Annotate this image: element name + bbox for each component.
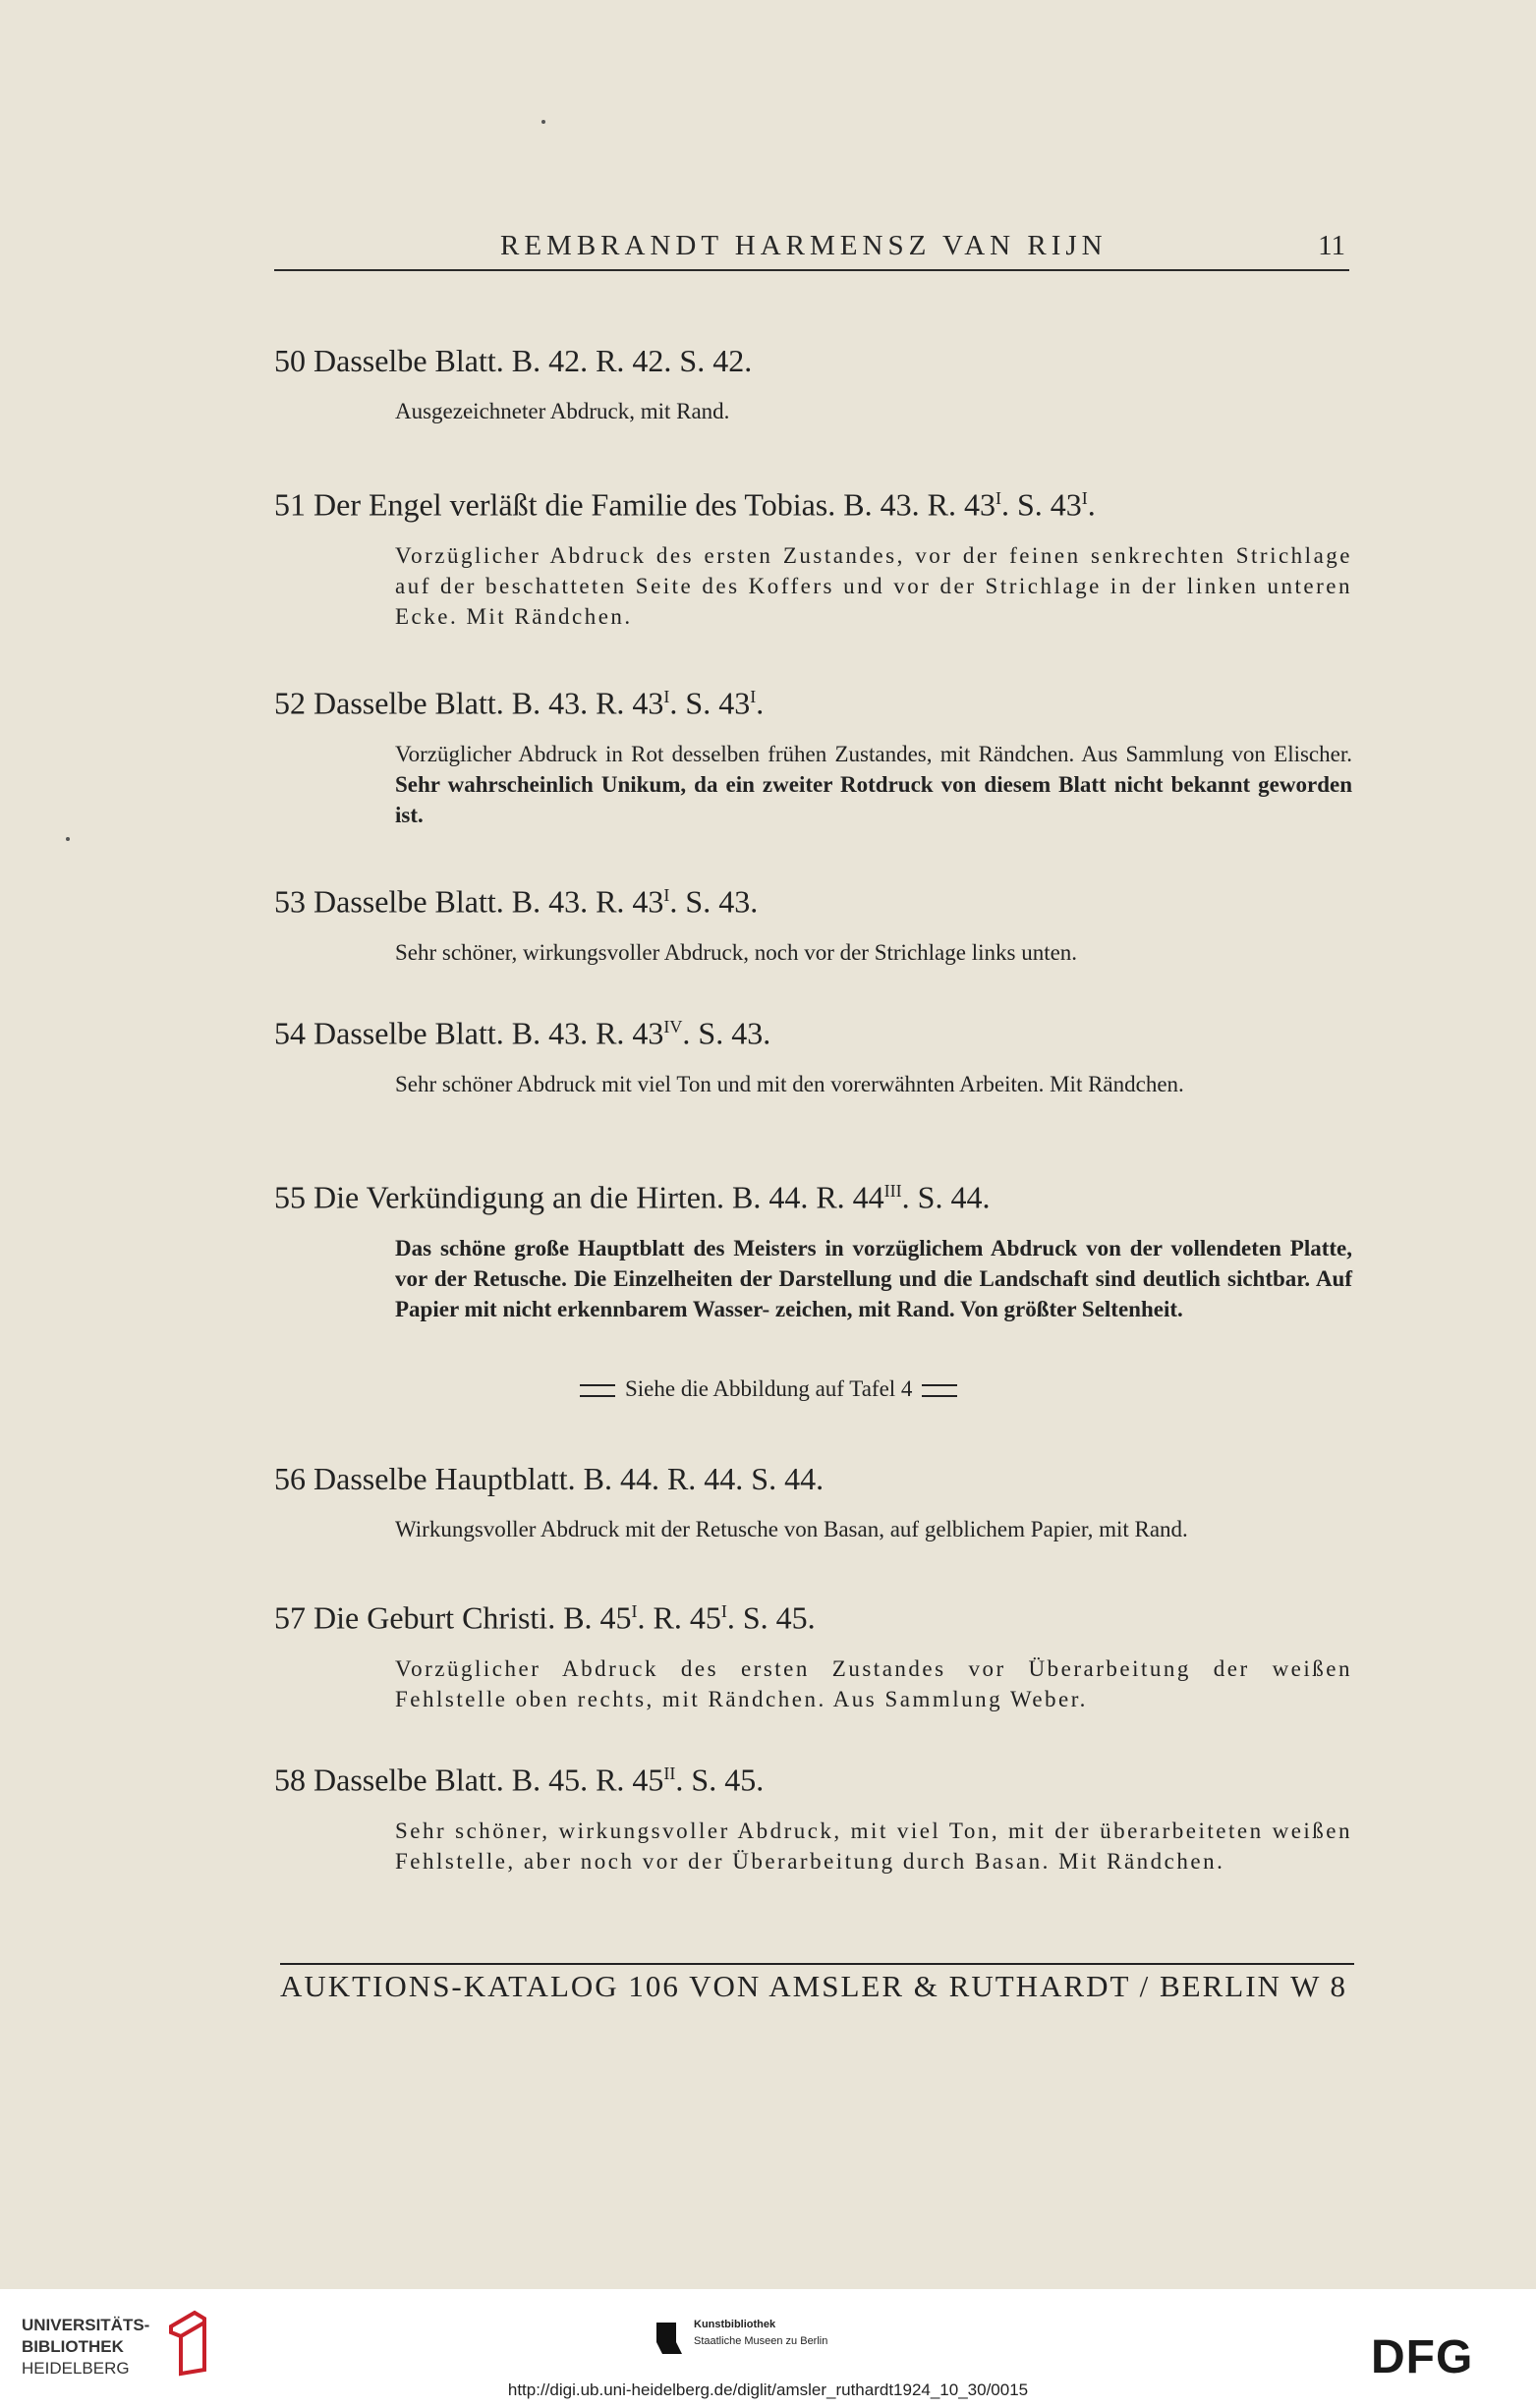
header-title: REMBRANDT HARMENSZ VAN RIJN	[500, 230, 1108, 261]
lot-52	[274, 677, 1355, 830]
lot-note-bold: Sehr wahrscheinlich Unikum, da ein zweiter Rotdruck von diesem Blatt nicht bekannt geworden ist.	[395, 771, 1352, 827]
ub-logo-icon	[165, 2309, 210, 2378]
viewer-footer-bar: UNIVERSITÄTS- BIBLIOTHEK HEIDELBERG Kunstbibliothek Staatliche Museen zu Berlin DFG http://digi.ub.uni-heidelberg.de/diglit/amsler_ruthardt1924_10_30/0015	[0, 2289, 1536, 2408]
dfg-logo: DFG	[1371, 2331, 1474, 2383]
lot-description: Vorzüglicher Abdruck des ersten Zustandes, vor der feinen senkrechten Strichlage auf der beschatteten Seite des Koffers und vor der Strichlage in der linken unteren Ecke. Mit Rändchen.	[395, 542, 1352, 629]
lot-title: 58 Dasselbe Blatt. B. 45. R. $45^{II}$. S. 45.	[274, 1762, 765, 1798]
lot-53	[274, 875, 1355, 968]
double-rule-icon	[922, 1384, 957, 1397]
lot-56	[274, 1459, 1355, 1544]
lot-57	[274, 1592, 1355, 1714]
running-header	[274, 230, 1349, 271]
lot-51	[274, 478, 1355, 632]
lot-55	[274, 1171, 1355, 1324]
lot-description: Sehr schöner, wirkungsvoller Abdruck, noch vor der Strichlage links unten.	[395, 939, 1078, 965]
lot-title: 56 Dasselbe Hauptblatt. B. 44. R. 44. S. 44.	[274, 1461, 825, 1496]
lot-title: 50 Dasselbe Blatt. B. 42. R. 42. S. 42.	[274, 343, 753, 378]
speck	[541, 120, 545, 124]
speck	[66, 837, 70, 841]
lot-58	[274, 1754, 1355, 1876]
kunstbibliothek-icon	[656, 2323, 682, 2354]
footer-rule	[280, 1963, 1354, 1965]
page-url[interactable]: http://digi.ub.uni-heidelberg.de/diglit/amsler_ruthardt1924_10_30/0015	[507, 2380, 1029, 2399]
lot-50	[274, 341, 1355, 426]
plate-reference: Siehe die Abbildung auf Tafel 4	[570, 1376, 967, 1402]
lot-description: Das schöne große Hauptblatt des Meisters in vorzüglichem Abdruck von der vollendeten Platte, vor der Retusche. Die Einzelheiten der Darstellung und die Landschaft sind deutlich sichtbar. Auf Papier mit nicht erkennbarem Wasser- zeichen, mit Rand. Von größter Seltenheit.	[395, 1235, 1352, 1321]
page-number: 11	[1318, 230, 1345, 261]
catalog-footer: AUKTIONS-KATALOG 106 VON AMSLER & RUTHARDT / BERLIN W 8	[280, 1969, 1348, 2003]
lot-description: Vorzüglicher Abdruck des ersten Zustandes vor Überarbeitung der weißen Fehlstelle oben rechts, mit Rändchen. Aus Sammlung Weber.	[395, 1655, 1352, 1711]
ub-heidelberg-label: UNIVERSITÄTS- BIBLIOTHEK HEIDELBERG	[22, 2316, 150, 2378]
lot-description: Vorzüglicher Abdruck in Rot desselben frühen Zustandes, mit Rändchen. Aus Sammlung von Elischer. Sehr wahrscheinlich Unikum, da ein zweiter Rotdruck von diesem Blatt nicht bekannt geworden ist.	[395, 741, 1352, 827]
lot-title: 55 Die Verkündigung an die Hirten. B. 44. R. $44^{III}$. S. 44.	[274, 1179, 991, 1215]
lot-title: 51 Der Engel verläßt die Familie des Tobias. B. 43. R. $43^I$. S. $43^I$.	[274, 486, 1096, 523]
lot-description: Sehr schöner, wirkungsvoller Abdruck, mit viel Ton, mit der überarbeiteten weißen Fehlstelle, aber noch vor der Überarbeitung durch Basan. Mit Rändchen.	[395, 1818, 1352, 1874]
lot-description: Sehr schöner Abdruck mit viel Ton und mit den vorerwähnten Arbeiten. Mit Rändchen.	[395, 1071, 1184, 1096]
lot-title: 57 Die Geburt Christi. B. $45^I$. R. $45^I$. S. 45.	[274, 1599, 816, 1636]
double-rule-icon	[580, 1384, 615, 1397]
lot-title: 53 Dasselbe Blatt. B. 43. R. $43^I$. S. 43.	[274, 883, 759, 920]
lot-title: 52 Dasselbe Blatt. B. 43. R. $43^I$. S. $43^I$.	[274, 685, 765, 721]
lot-description: Wirkungsvoller Abdruck mit der Retusche von Basan, auf gelblichem Papier, mit Rand.	[395, 1517, 1188, 1541]
lot-description: Ausgezeichneter Abdruck, mit Rand.	[395, 399, 730, 423]
lot-54	[274, 1007, 1355, 1099]
lot-title: 54 Dasselbe Blatt. B. 43. R. $43^{IV}$. S. 43.	[274, 1015, 771, 1051]
